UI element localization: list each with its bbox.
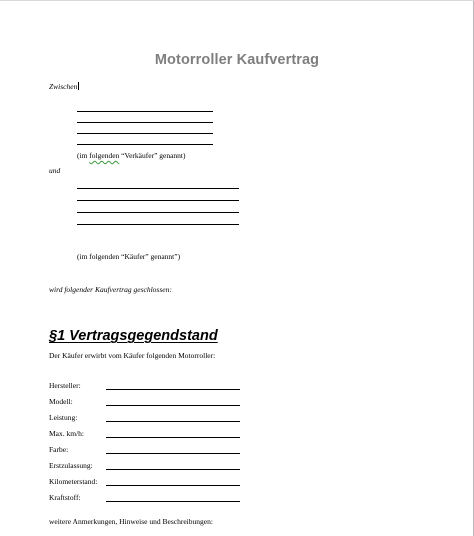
buyer-line-3[interactable] xyxy=(77,212,239,213)
document-title: Motorroller Kaufvertrag xyxy=(154,52,320,68)
zwischen-label xyxy=(49,82,79,91)
seller-note-suffix: “Verkäufer” genannt) xyxy=(119,151,186,160)
text-cursor xyxy=(78,82,79,90)
section1-text: Der Käufer erwirbt vom Käufer folgenden Motorroller: xyxy=(49,351,216,360)
contract-intro: wird folgender Kaufvertrag geschlossen: xyxy=(49,285,172,294)
field-line-leistung[interactable] xyxy=(106,421,240,422)
field-label-leistung: Leistung: xyxy=(49,413,78,422)
field-line-modell[interactable] xyxy=(106,405,240,406)
field-line-max-kmh[interactable] xyxy=(106,437,240,438)
buyer-line-1[interactable] xyxy=(77,188,239,189)
buyer-note: (im folgenden “Käufer” genannt”) xyxy=(77,252,181,261)
field-label-hersteller: Hersteller: xyxy=(49,381,81,390)
zwischen-text: Zwischen xyxy=(49,82,78,91)
buyer-line-2[interactable] xyxy=(77,200,239,201)
field-line-kilometerstand[interactable] xyxy=(106,485,240,486)
seller-note xyxy=(77,151,186,160)
seller-line-3[interactable] xyxy=(77,133,213,134)
field-label-max-kmh: Max. km/h: xyxy=(49,429,84,438)
field-label-kilometerstand: Kilometerstand: xyxy=(49,477,98,486)
field-line-farbe[interactable] xyxy=(106,453,240,454)
seller-line-2[interactable] xyxy=(77,122,213,123)
seller-note-prefix: (im xyxy=(77,151,90,160)
seller-line-4[interactable] xyxy=(77,144,213,145)
und-label: und xyxy=(49,166,61,175)
remarks-label: weitere Anmerkungen, Hinweise und Beschreibungen: xyxy=(49,517,213,526)
field-line-erstzulassung[interactable] xyxy=(106,469,240,470)
section1-heading: §1 Vertragsgegendstand xyxy=(49,328,218,344)
field-label-kraftstoff: Kraftstoff: xyxy=(49,493,81,502)
buyer-line-4[interactable] xyxy=(77,224,239,225)
field-label-modell: Modell: xyxy=(49,397,73,406)
field-label-erstzulassung: Erstzulassung: xyxy=(49,461,93,470)
field-line-hersteller[interactable] xyxy=(106,389,240,390)
page-top-edge xyxy=(0,0,474,1)
field-label-farbe: Farbe: xyxy=(49,445,69,454)
spellcheck-word: folgenden xyxy=(89,151,120,160)
field-line-kraftstoff[interactable] xyxy=(106,501,240,502)
seller-line-1[interactable] xyxy=(77,111,213,112)
